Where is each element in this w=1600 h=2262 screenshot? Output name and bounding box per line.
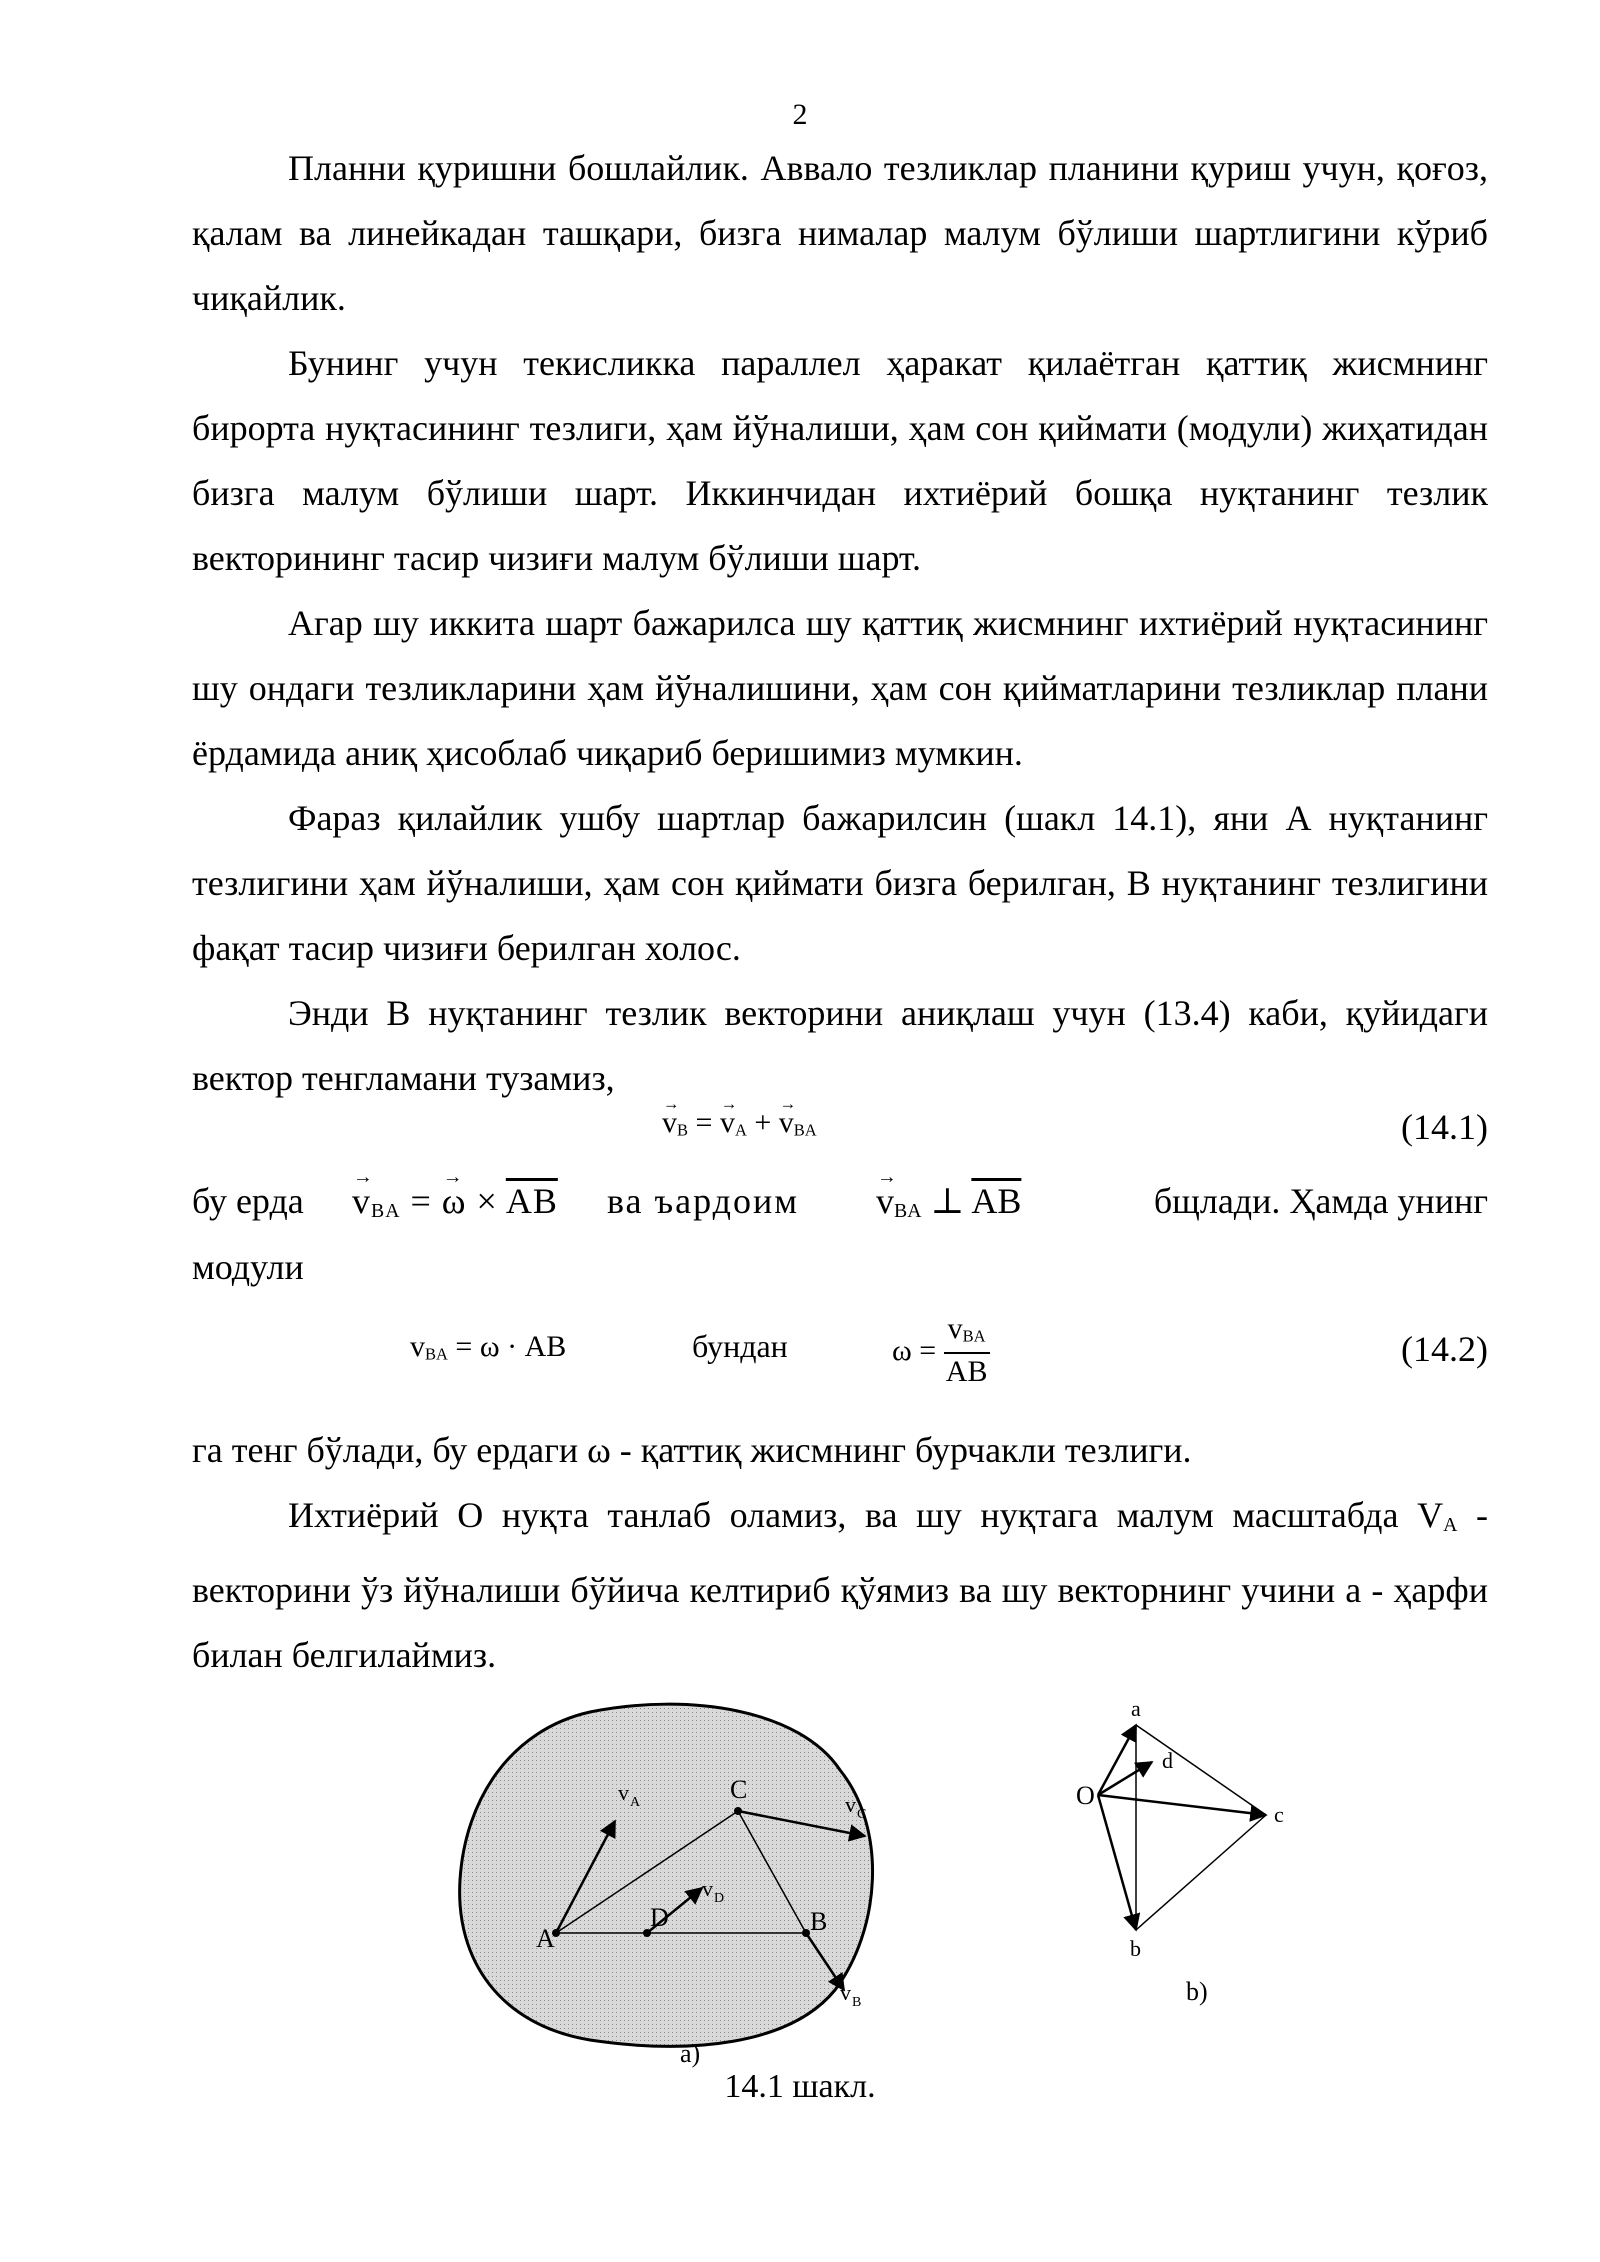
figure-14-1: [440, 1696, 1284, 2080]
vector-vA: → v: [720, 1106, 735, 1140]
svg-text:C: C: [857, 1807, 867, 1822]
after-equation-text: га тенг бўлади, бу ердаги ω - қаттиқ жисмнинг бурчакли тезлиги.: [192, 1430, 1192, 1470]
paragraph-2: Бунинг учун текисликка параллел ҳаракат қилаётган қаттиқ жисмнинг бирорта нуқтасининг тезлиги, ҳам йўналиши, ҳам сон қиймати (модули) жиҳатидан бизга малум бўлиши шарт. Иккинчидан ихтиёрий бошқа нуқтанинг тезлик векторининг тасир чизиғи малум бўлиши шарт.: [192, 343, 1488, 578]
body-text-2: [192, 1418, 1488, 1688]
page-number: 2: [792, 98, 808, 131]
vector-vBA: → v: [779, 1106, 794, 1140]
equation-14-1-body: [662, 1106, 817, 1140]
equation-number: (14.1): [1401, 1107, 1488, 1147]
paragraph-4: Фараз қилайлик ушбу шартлар бажарилсин (шакл 14.1), яни А нуқтанинг тезлигини ҳам йўналиши, ҳам сон қиймати бизга берилган, В нуқтанинг тезлигини фақат тасир чизиғи берилган холос.: [192, 798, 1488, 968]
modul-line: [192, 1246, 1488, 1288]
velocity-plan-diagram: [1076, 1696, 1284, 2006]
equation-14-2-left: vBA = ω · AB: [410, 1330, 567, 1364]
equals-sign: =: [695, 1106, 713, 1139]
body-shape: [460, 1704, 873, 2046]
plus-sign: +: [754, 1106, 772, 1139]
label-d: d: [1162, 1748, 1173, 1773]
subscript: A: [734, 1120, 747, 1140]
svg-text:B: B: [852, 1995, 862, 2010]
svg-text:A: A: [630, 1795, 641, 1810]
paragraph-1: Планни қуришни бошлайлик. Аввало тезликлар планини қуриш учун, қоғоз, қалам ва линейкадан ташқари, бизга нималар малум бўлиши шартлигини кўриб чиқайлик.: [192, 148, 1488, 318]
svg-text:D: D: [714, 1891, 725, 1906]
point-C: [734, 1807, 742, 1815]
paragraph-5: Энди В нуқтанинг тезлик векторини аниқлаш учун (13.4) каби, қуйидаги вектор тенгламани тузамиз,: [192, 993, 1488, 1098]
subscript: B: [677, 1120, 689, 1140]
svg-text:v: v: [845, 1792, 856, 1817]
vector-Ob: [1098, 1795, 1136, 1930]
label-A: A: [536, 1924, 555, 1953]
omega-fraction: ω = $\frac{\text{vBA}}{AB}$: [892, 1312, 990, 1390]
label-a-panel: a): [680, 2039, 701, 2068]
label-b-panel: b): [1186, 1977, 1208, 2006]
label-D: D: [650, 1903, 669, 1932]
label-a: a: [1131, 1696, 1141, 1721]
body-text: [192, 136, 1488, 1111]
svg-text:v: v: [702, 1876, 713, 1901]
middle-text: бундан: [692, 1328, 788, 1364]
rigid-body-diagram: [460, 1704, 873, 2068]
paragraph-3: Агар шу иккита шарт бажарилса шу қаттиқ жисмнинг ихтиёрий нуқтасининг шу ондаги тезликларини ҳам йўналишини, ҳам сон қийматларини тезликлар плани ёрдамида аниқ ҳисоблаб чиқариб беришимиз мумкин.: [192, 603, 1488, 773]
perpendicular-relation: → vBA ⊥ $\overline{AB}$: [876, 1180, 1021, 1223]
label-C: C: [730, 1775, 748, 1804]
connector-text: ва ъардоим: [607, 1181, 799, 1221]
modul-text: модули: [192, 1247, 304, 1287]
cross-product: → vBA = → $\omega \times \overline{AB}$: [352, 1180, 558, 1223]
suffix-text: бщлади. Ҳамда унинг: [1153, 1181, 1488, 1221]
label-b: b: [1130, 1936, 1141, 1961]
svg-text:v: v: [618, 1780, 629, 1805]
paragraph-6: Ихтиёрий О нуқта танлаб оламиз, ва шу нуқтага малум масштабда VA - векторини ўз йўналиши бўйича келтириб қўямиз ва шу векторнинг учини а - ҳарфи билан белгилаймиз.: [192, 1495, 1488, 1675]
point-B: [802, 1929, 810, 1937]
label-c: c: [1274, 1802, 1284, 1827]
subscript: BA: [793, 1120, 817, 1140]
svg-text:v: v: [840, 1980, 851, 2005]
line-bc: [1136, 1815, 1266, 1930]
label-B: B: [810, 1907, 828, 1936]
label-O: O: [1076, 1781, 1095, 1810]
prefix-text: бу ерда: [192, 1181, 304, 1221]
vector-vB: → v: [662, 1106, 677, 1140]
equation-number: (14.2): [1401, 1329, 1488, 1369]
equation-14-2: [192, 1312, 1488, 1398]
figure-caption: 14.1 шакл.: [724, 2068, 876, 2105]
